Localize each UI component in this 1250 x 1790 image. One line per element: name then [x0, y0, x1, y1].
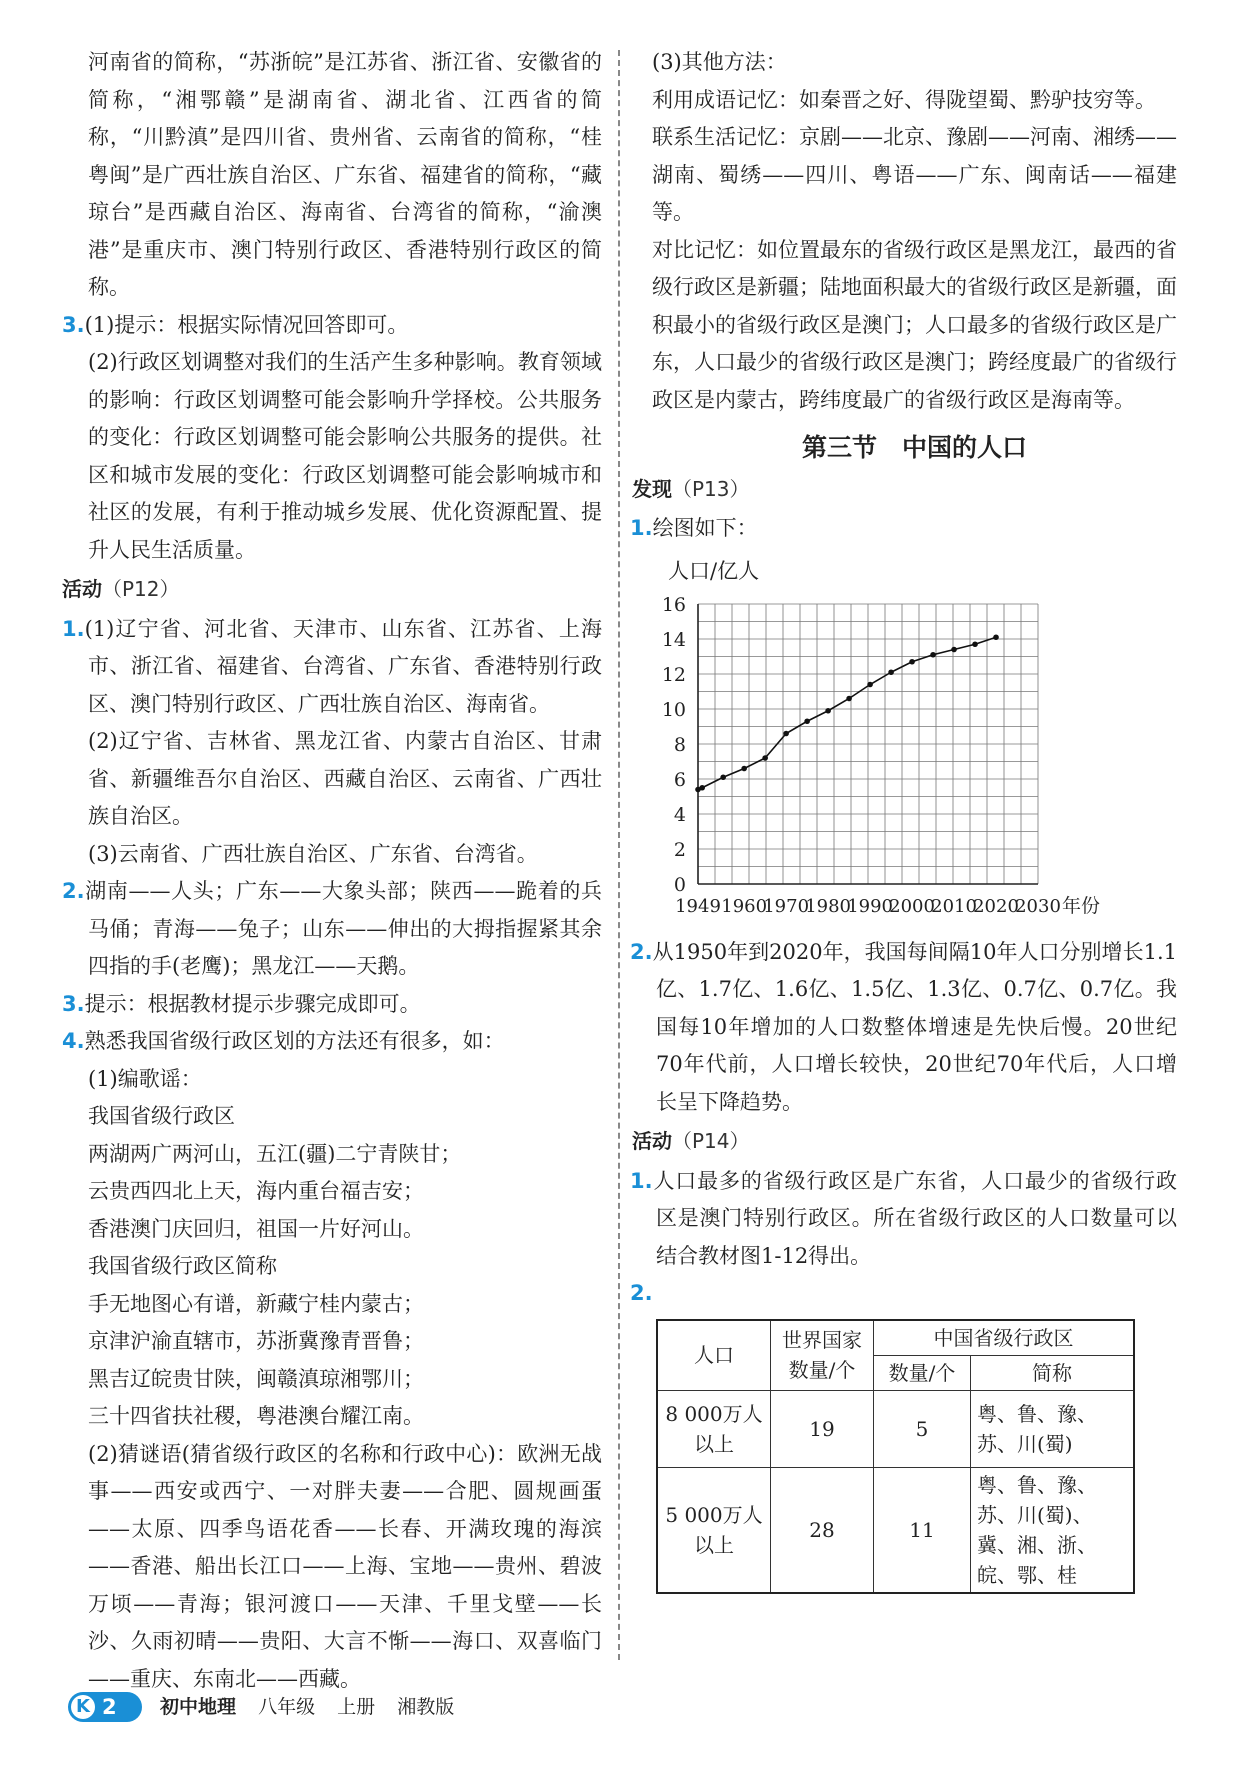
answer-text: 熟悉我国省级行政区划的方法还有很多，如：	[84, 1029, 505, 1053]
section-label: 活动	[62, 577, 102, 601]
answer-3	[62, 986, 602, 1024]
life-memory: 联系生活记忆：京剧——北京、豫剧——河南、湘绣——湖南、蜀绣——四川、粤语——广东、闽南话——福建等。	[652, 125, 1177, 224]
answer-text: (1)辽宁省、河北省、天津市、山东省、江苏省、上海市、浙江省、福建省、台湾省、广东省、香港特别行政区、澳门特别行政区、广西壮族自治区、海南省。	[84, 616, 602, 716]
answer-text: (1)提示：根据实际情况回答即可。	[84, 312, 409, 337]
header-count: 数量/个	[874, 1355, 971, 1390]
data-point	[972, 641, 978, 647]
header-abbreviation: 简称	[971, 1355, 1135, 1390]
cell-abbr: 粤、鲁、豫、苏、川(蜀)	[971, 1390, 1135, 1467]
answer-3-3: (3)其他方法：	[652, 50, 787, 74]
idiom-memory: 利用成语记忆：如秦晋之好、得陇望蜀、黔驴技穷等。	[652, 87, 1156, 112]
cell-population: 8 000万人以上	[657, 1390, 771, 1467]
data-point	[825, 707, 831, 713]
y-tick-label: 6	[673, 768, 686, 791]
y-tick-label: 8	[673, 733, 686, 756]
activity-heading-p12	[62, 571, 602, 609]
song-line: 云贵西四北上天，海内重台福吉安；	[88, 1179, 424, 1203]
data-point	[741, 765, 747, 771]
data-point	[909, 658, 915, 664]
data-point	[720, 774, 726, 780]
page-number: 2	[102, 1695, 117, 1719]
population-table	[656, 1319, 1135, 1594]
y-tick-label: 10	[661, 698, 686, 721]
cell-count: 11	[874, 1467, 971, 1593]
y-axis-label: 人口/亿人	[668, 558, 760, 583]
footer-subject: 初中地理	[160, 1696, 237, 1718]
activity-heading-p14	[632, 1123, 1177, 1161]
x-tick-label: 2020	[973, 895, 1019, 917]
find-heading-p13	[632, 471, 1177, 509]
data-point	[783, 730, 789, 736]
cell-world: 19	[771, 1390, 874, 1467]
x-tick-label: 2030	[1015, 895, 1061, 917]
data-point	[699, 784, 705, 790]
header-population: 人口	[657, 1320, 771, 1391]
answer-1-3: (3)云南省、广西壮族自治区、广东省、台湾省。	[88, 841, 538, 866]
data-point	[804, 718, 810, 724]
question-number: 2.	[630, 1281, 653, 1305]
answer-1-1	[62, 611, 602, 724]
data-point	[951, 646, 957, 652]
data-point	[888, 669, 894, 675]
song-line: 我国省级行政区简称	[88, 1254, 277, 1278]
table-row	[657, 1390, 1134, 1467]
y-tick-label: 12	[661, 663, 686, 686]
song-line: 京津沪渝直辖市，苏浙冀豫青晋鲁；	[88, 1329, 424, 1353]
section-page: （P13）	[672, 476, 750, 501]
question-number: 2.	[630, 939, 653, 964]
y-tick-label: 4	[673, 803, 686, 826]
data-point	[930, 651, 936, 657]
column-divider	[618, 50, 620, 1660]
table-row	[657, 1467, 1134, 1593]
song-line: 我国省级行政区	[88, 1104, 235, 1128]
x-tick-label: 1980	[805, 895, 852, 917]
header-world-count: 世界国家数量/个	[771, 1320, 874, 1391]
header-china-provinces: 中国省级行政区	[874, 1320, 1135, 1356]
song-line: 手无地图心有谱，新藏宁桂内蒙古；	[88, 1291, 424, 1316]
answer-3-2: (2)行政区划调整对我们的生活产生多种影响。教育领域的影响：行政区划调整可能会影响升学择校。公共服务的变化：行政区划调整可能会影响公共服务的提供。社区和城市发展的变化：行政区划调整可能会影响城市和社区的发展，有利于推动城乡发展、优化资源配置、提升人民生活质量。	[88, 350, 602, 562]
find-2	[630, 934, 1177, 1122]
x-tick-label: 1960	[721, 895, 768, 917]
activity-2	[630, 1275, 1177, 1313]
right-column	[630, 44, 1177, 1594]
footer-grade: 八年级	[258, 1696, 316, 1718]
cell-count: 5	[874, 1390, 971, 1467]
cell-population: 5 000万人以上	[657, 1467, 771, 1593]
x-tick-label: 1970	[763, 895, 810, 917]
song-line: 香港澳门庆回归，祖国一片好河山。	[88, 1216, 424, 1241]
answer-1-2: (2)辽宁省、吉林省、黑龙江省、内蒙古自治区、甘肃省、新疆维吾尔自治区、西藏自治区、云南省、广西壮族自治区。	[88, 729, 602, 828]
song-line: 三十四省扶社稷，粤港澳台耀江南。	[88, 1404, 424, 1428]
answer-text: 绘图如下：	[652, 516, 758, 540]
answer-text: 湖南——人头；广东——大象头部；陕西——跪着的兵马俑；青海——兔子；山东——伸出的大拇指握紧其余四指的手(老鹰)；黑龙江——天鹅。	[84, 879, 602, 978]
question-number: 1.	[630, 516, 653, 540]
page-badge	[68, 1692, 142, 1722]
footer-edition: 湘教版	[397, 1696, 455, 1718]
data-point	[762, 755, 768, 761]
footer-text	[160, 1692, 470, 1722]
y-tick-label: 2	[673, 838, 686, 861]
answer-text: 提示：根据教材提示步骤完成即可。	[84, 991, 421, 1016]
question-number: 3.	[62, 991, 85, 1016]
section-label: 活动	[632, 1129, 672, 1153]
find-1	[630, 510, 1177, 548]
x-tick-label: 2000	[889, 895, 935, 917]
x-tick-label: 1949	[675, 895, 721, 917]
data-point	[846, 695, 852, 701]
song-block	[62, 1098, 602, 1436]
cell-world: 28	[771, 1467, 874, 1593]
activity-1	[630, 1163, 1177, 1276]
paragraph-abbreviations: 河南省的简称，“苏浙皖”是江苏省、浙江省、安徽省的简称，“湘鄂赣”是湖南省、湖北省、江西省的简称，“川黔滇”是四川省、贵州省、云南省的简称，“桂粤闽”是广西壮族自治区、广东省、福建省的简称，“藏琼台”是西藏自治区、海南省、台湾省的简称，“渝澳港”是重庆市、澳门特别行政区、香港特别行政区的简称。	[88, 50, 602, 299]
answer-3-1	[62, 307, 602, 345]
population-line-chart-svg	[642, 548, 1182, 934]
y-tick-label: 16	[661, 593, 686, 616]
data-point	[867, 681, 873, 687]
footer-volume: 上册	[337, 1696, 376, 1718]
section-page: （P12）	[102, 577, 180, 601]
x-tick-label: 2010	[931, 895, 977, 917]
data-point	[993, 634, 999, 640]
answer-4-2: (2)猜谜语(猜省级行政区的名称和行政中心)：欧洲无战事——西安或西宁、一对胖夫妻——合肥、圆规画蛋——太原、四季鸟语花香——长春、开满玫瑰的海滨——香港、船出长江口——上海、宝地——贵州、碧波万顷——青海；银河渡口——天津、千里戈壁——长沙、久雨初晴——贵阳、大言不惭——海口、双喜临门——重庆、东南北——西藏。	[88, 1441, 602, 1691]
question-number: 2.	[62, 879, 85, 903]
cell-abbr: 粤、鲁、豫、苏、川(蜀)、冀、湘、浙、皖、鄂、桂	[971, 1467, 1135, 1593]
answer-4-1: (1)编歌谣：	[88, 1066, 202, 1091]
question-number: 3.	[62, 312, 85, 337]
y-tick-label: 14	[661, 628, 686, 651]
song-line: 黑吉辽皖贵甘陕，闽赣滇琼湘鄂川；	[88, 1366, 424, 1391]
left-column	[62, 44, 602, 1698]
k-logo-icon: K	[71, 1695, 95, 1719]
section-label: 发现	[632, 476, 672, 501]
question-number: 1.	[630, 1168, 653, 1193]
section-page: （P14）	[672, 1129, 750, 1153]
x-axis-label: 年份	[1062, 894, 1101, 917]
contrast-memory: 对比记忆：如位置最东的省级行政区是黑龙江，最西的省级行政区是新疆；陆地面积最大的省级行政区是新疆，面积最小的省级行政区是澳门；人口最多的省级行政区是广东，人口最少的省级行政区是澳门；跨经度最广的省级行政区是内蒙古，跨纬度最广的省级行政区是海南等。	[652, 237, 1177, 412]
population-chart	[642, 548, 1182, 934]
answer-4	[62, 1023, 602, 1061]
y-tick-label: 0	[673, 873, 686, 896]
answer-text: 从1950年到2020年，我国每间隔10年人口分别增长1.1亿、1.7亿、1.6亿、1.5亿、1.3亿、0.7亿、0.7亿。我国每10年增加的人口数整体增速是先快后慢。20世纪70年代前，人口增长较快，20世纪70年代后，人口增长呈下降趋势。	[652, 939, 1177, 1114]
question-number: 1.	[62, 616, 85, 641]
question-number: 4.	[62, 1029, 85, 1053]
song-line: 两湖两广两河山，五江(疆)二宁青陕甘；	[88, 1141, 462, 1166]
section-title: 第三节 中国的人口	[801, 433, 1027, 462]
answer-text: 人口最多的省级行政区是广东省，人口最少的省级行政区是澳门特别行政区。所在省级行政区的人口数量可以结合教材图1-12得出。	[652, 1168, 1177, 1268]
answer-2	[62, 873, 602, 986]
table-header-row	[657, 1320, 1134, 1356]
x-tick-label: 1990	[847, 895, 894, 917]
